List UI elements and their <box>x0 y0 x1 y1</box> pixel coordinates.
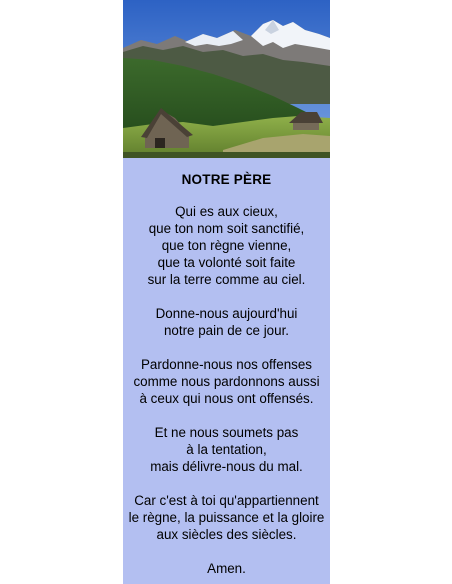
verse-line: sur la terre comme au ciel. <box>147 272 306 287</box>
verse-line: le règne, la puissance et la gloire <box>128 510 325 525</box>
stanza <box>123 492 330 543</box>
stanza <box>123 356 330 407</box>
mountain-photo <box>123 0 330 158</box>
prayer-bookmark <box>123 0 330 584</box>
verse-line: Qui es aux cieux, <box>175 204 278 219</box>
verse-line: que ton règne vienne, <box>161 238 292 253</box>
verse-line: à ceux qui nous ont offensés. <box>139 391 314 406</box>
verse-line: à la tentation, <box>186 442 267 457</box>
verse-line: comme nous pardonnons aussi <box>133 374 320 389</box>
verse-line: Amen. <box>207 561 246 576</box>
verse-line: Car c'est à toi qu'appartiennent <box>134 493 319 508</box>
verse-line: notre pain de ce jour. <box>163 323 290 338</box>
verse-line: Et ne nous soumets pas <box>154 425 299 440</box>
prayer-text <box>123 203 330 584</box>
stanza <box>123 560 330 577</box>
verse-line: Donne-nous aujourd'hui <box>155 306 298 321</box>
verse-line: que ton nom soit sanctifié, <box>148 221 305 236</box>
verse-line: Pardonne-nous nos offenses <box>141 357 312 372</box>
verse-line: mais délivre-nous du mal. <box>150 459 303 474</box>
stanza <box>123 305 330 339</box>
stanza <box>123 203 330 288</box>
stanza <box>123 424 330 475</box>
verse-line: aux siècles des siècles. <box>156 527 297 542</box>
prayer-title: NOTRE PÈRE <box>181 172 272 187</box>
verse-line: que ta volonté soit faite <box>157 255 296 270</box>
